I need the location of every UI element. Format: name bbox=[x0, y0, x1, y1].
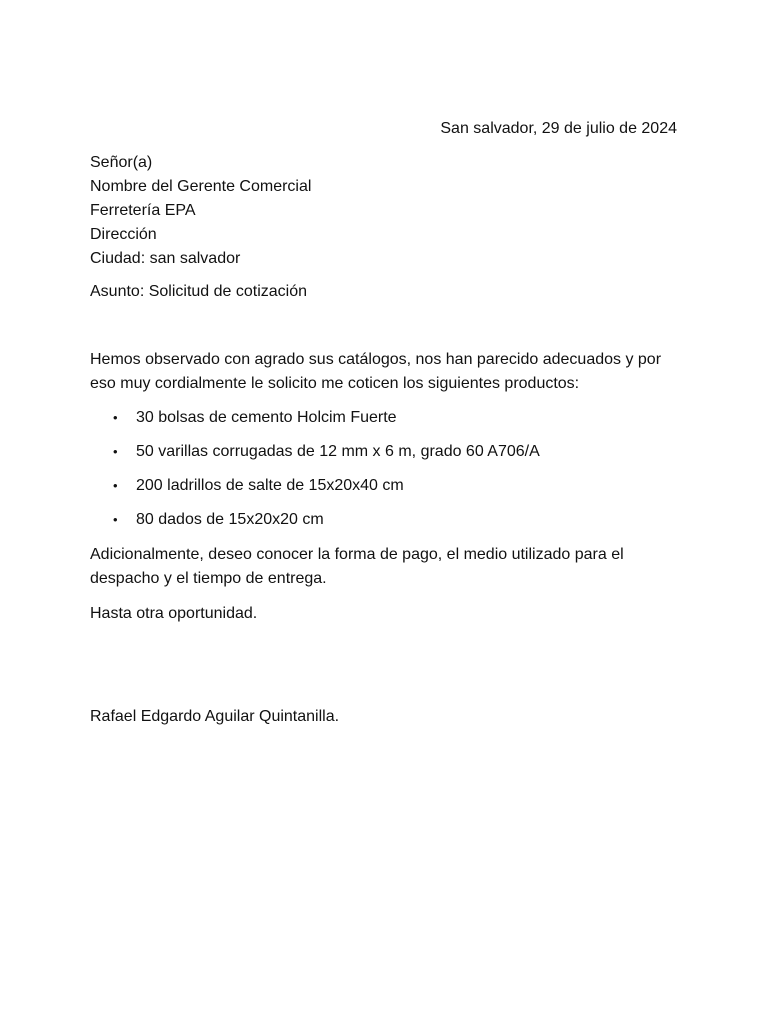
letter-subject: Asunto: Solicitud de cotización bbox=[90, 283, 308, 300]
recipient-address: Dirección bbox=[90, 226, 157, 243]
list-item bbox=[90, 508, 540, 542]
recipient-block bbox=[90, 151, 311, 271]
bullet-icon: • bbox=[113, 478, 118, 493]
bullet-icon: • bbox=[113, 410, 118, 425]
list-item bbox=[90, 440, 540, 474]
bullet-icon: • bbox=[113, 444, 118, 459]
recipient-city: Ciudad: san salvador bbox=[90, 250, 241, 267]
letter-additional: Adicionalmente, deseo conocer la forma de pago, el medio utilizado para el despacho y el tiempo de entrega. bbox=[90, 546, 624, 587]
product-text: 30 bolsas de cemento Holcim Fuerte bbox=[136, 409, 397, 426]
product-text: 200 ladrillos de salte de 15x20x40 cm bbox=[136, 477, 404, 494]
bullet-icon: • bbox=[113, 512, 118, 527]
list-item bbox=[90, 474, 540, 508]
recipient-name: Nombre del Gerente Comercial bbox=[90, 178, 312, 195]
list-item bbox=[90, 406, 540, 440]
product-text: 50 varillas corrugadas de 12 mm x 6 m, grado 60 A706/A bbox=[136, 443, 540, 460]
recipient-company: Ferretería EPA bbox=[90, 202, 196, 219]
product-text: 80 dados de 15x20x20 cm bbox=[136, 511, 324, 528]
letter-signature: Rafael Edgardo Aguilar Quintanilla. bbox=[90, 708, 340, 725]
product-list bbox=[90, 406, 540, 542]
recipient-salutation: Señor(a) bbox=[90, 154, 153, 171]
letter-closing: Hasta otra oportunidad. bbox=[90, 605, 258, 622]
letter-body: Hemos observado con agrado sus catálogos, nos han parecido adecuados y por eso muy cordialmente le solicito me coticen los siguientes productos: bbox=[90, 351, 662, 392]
letter-date: San salvador, 29 de julio de 2024 bbox=[440, 120, 677, 137]
